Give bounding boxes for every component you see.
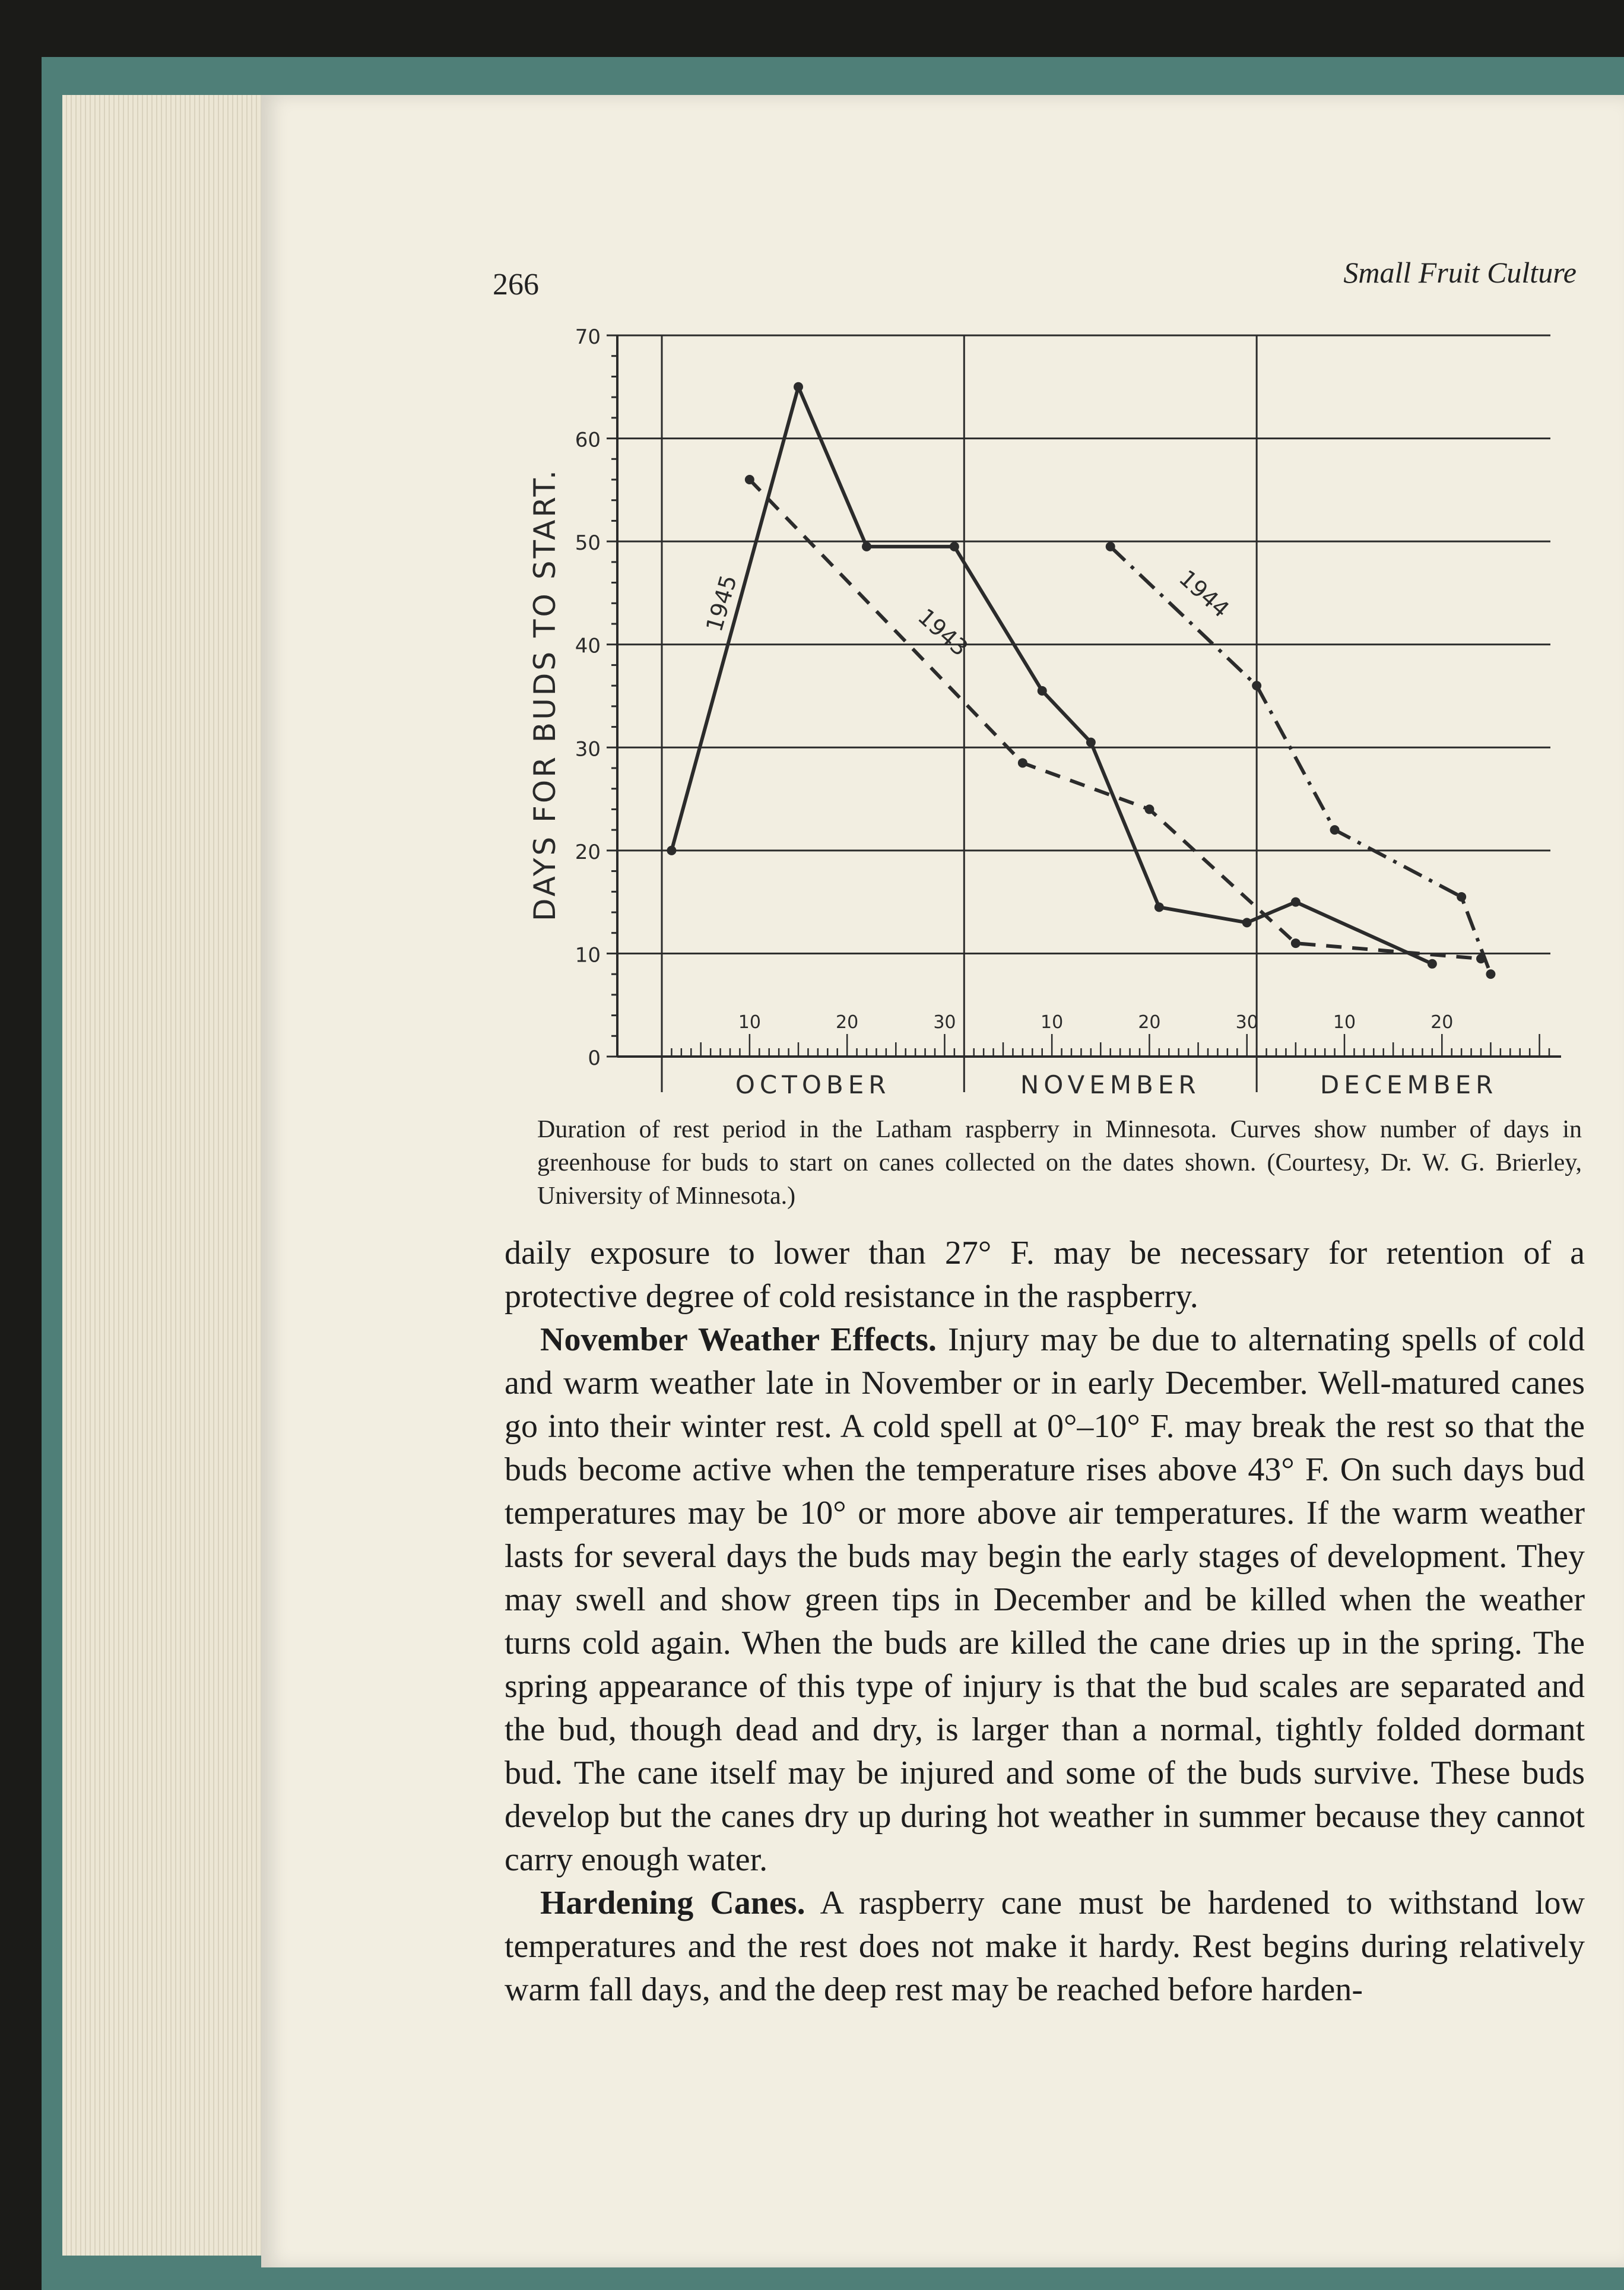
y-tick-label: 70 <box>575 325 601 349</box>
data-point-1944 <box>1106 542 1115 551</box>
month-label: OCTOBER <box>735 1070 891 1099</box>
y-tick-label: 0 <box>588 1046 601 1070</box>
paragraph-2-text: Injury may be due to alternating spells of cold and warm weather late in November or in early December. Well-matured canes go into their winter rest. A cold spell at 0°–10° F. may break the rest so that the buds become active when the temperature rises above 43° F. On such days bud temperatures may be 10° or more above air temperatures. If the warm weather lasts for several days the buds may begin the early stages of development. They may swell and show green tips in December and be killed when the weather turns cold again. When the buds are killed the cane dries up in the spring. The spring appearance of this type of injury is that the bud scales are separated and the bud, though dead and dry, is larger than a normal, tightly folded dormant bud. The cane itself may be injured and some of the buds survive. These buds develop but the canes dry up during hot weather in summer because they cannot carry enough water. <box>505 1321 1585 1878</box>
month-label: DECEMBER <box>1320 1070 1498 1099</box>
paragraph-3-heading: Hardening Canes. <box>540 1885 805 1921</box>
paragraph-2 <box>505 1318 1585 1882</box>
y-tick-label: 10 <box>575 943 601 968</box>
y-tick-label: 20 <box>575 840 601 864</box>
axis-layer <box>607 335 1561 1057</box>
data-point-1945 <box>950 542 959 551</box>
data-point-1944 <box>1330 825 1340 835</box>
series-label-1943: 1943 <box>913 603 973 662</box>
series-label-1944: 1944 <box>1174 564 1235 623</box>
label-layer <box>575 325 1498 1099</box>
data-point-1945 <box>1038 686 1047 696</box>
running-head: Small Fruit Culture <box>1343 256 1577 289</box>
x-tick-label: 20 <box>836 1012 859 1033</box>
data-point-1943 <box>1018 758 1027 767</box>
paragraph-3 <box>505 1882 1585 2012</box>
data-point-1945 <box>1242 918 1252 927</box>
data-point-1945 <box>1291 897 1301 907</box>
data-point-1943 <box>1291 938 1301 948</box>
x-tick-label: 10 <box>1041 1012 1064 1033</box>
paragraph-1: daily exposure to lower than 27° F. may be necessary for retention of a protective degree of cold resistance in the raspberry. <box>505 1235 1585 1315</box>
x-tick-label: 30 <box>933 1012 956 1033</box>
y-tick-label: 60 <box>575 428 601 452</box>
figure-caption: Duration of rest period in the Latham raspberry in Minnesota. Curves show number of days in greenhouse for buds to start on canes collected on the dates shown. (Courtesy, Dr. W. G. Brierley, University of Minnesota.) <box>537 1116 1582 1210</box>
series-label-1945: 1945 <box>701 572 742 635</box>
data-point-1945 <box>862 542 871 551</box>
y-axis-label: DAYS FOR BUDS TO START. <box>528 468 562 921</box>
data-point-1945 <box>794 382 803 392</box>
grid-layer <box>617 335 1550 1092</box>
paragraph-2-heading: November Weather Effects. <box>540 1321 937 1358</box>
data-point-1945 <box>1086 738 1096 747</box>
x-tick-label: 10 <box>1333 1012 1356 1033</box>
x-tick-label: 30 <box>1235 1012 1258 1033</box>
month-label: NOVEMBER <box>1020 1070 1201 1099</box>
paragraph-3-text: A raspberry cane must be hardened to withstand low temperatures and the rest does not make it hardy. Rest begins during relatively warm fall days, and the deep rest may be reached before harden- <box>505 1885 1585 2008</box>
page-number: 266 <box>493 268 539 302</box>
x-tick-label: 10 <box>738 1012 761 1033</box>
y-tick-label: 30 <box>575 737 601 762</box>
series-line-1945 <box>671 387 1432 964</box>
data-point-1945 <box>1154 902 1164 912</box>
x-tick-label: 20 <box>1138 1012 1161 1033</box>
rest-period-chart <box>0 0 1624 1128</box>
data-point-1944 <box>1252 681 1261 690</box>
x-tick-label: 20 <box>1430 1012 1454 1033</box>
data-point-1943 <box>1144 804 1154 814</box>
data-point-1944 <box>1457 892 1466 902</box>
series-layer <box>667 382 1495 979</box>
y-tick-label: 50 <box>575 531 601 556</box>
data-point-1945 <box>667 846 676 855</box>
data-point-1945 <box>1428 959 1437 969</box>
data-point-1944 <box>1486 969 1495 979</box>
data-point-1943 <box>745 475 754 484</box>
y-tick-label: 40 <box>575 634 601 658</box>
body-text <box>505 1232 1585 2012</box>
